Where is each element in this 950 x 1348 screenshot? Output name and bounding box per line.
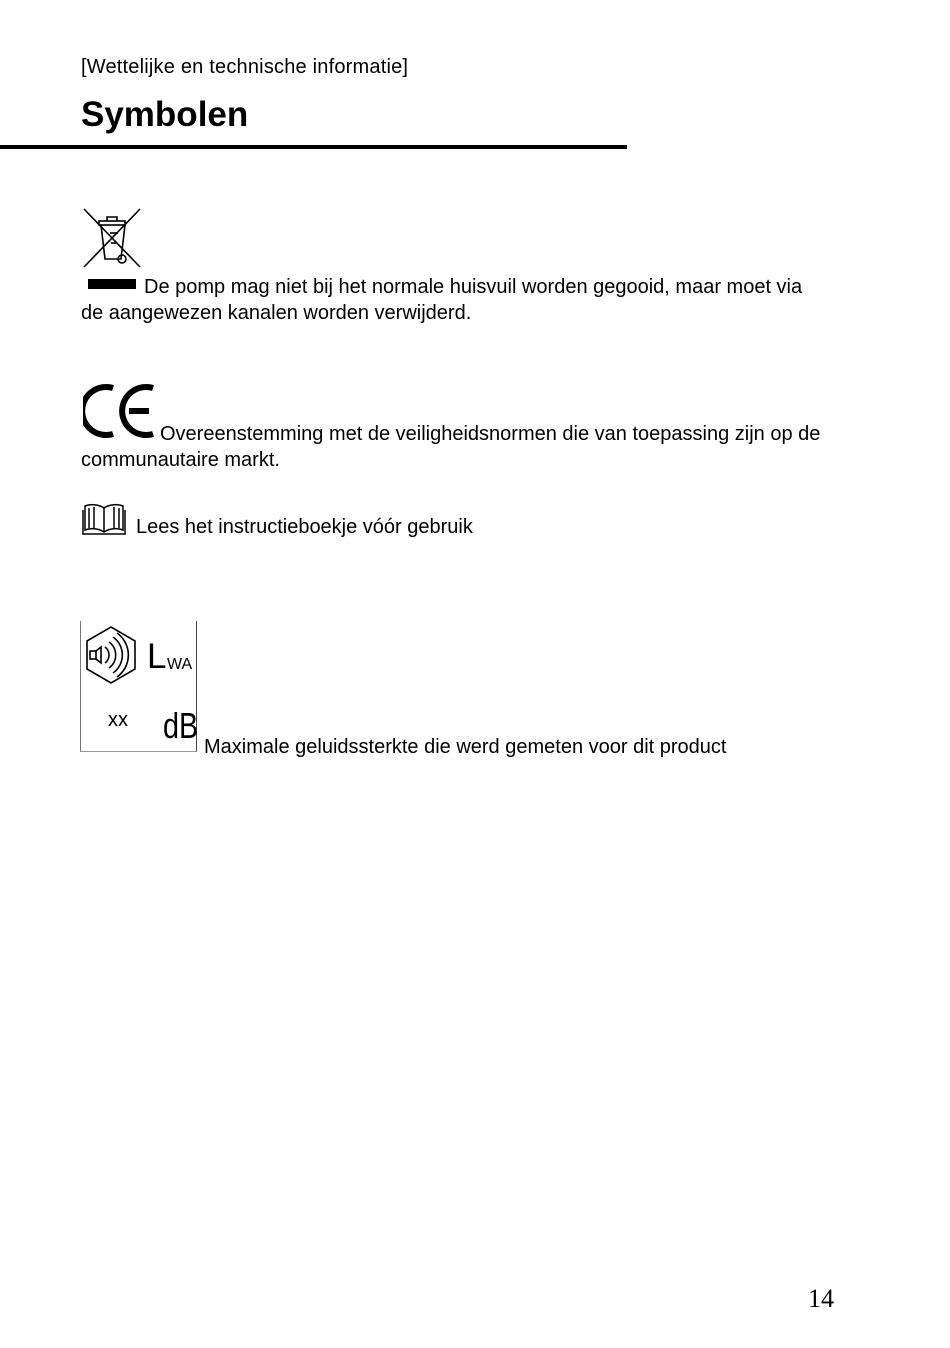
- speaker-icon: [83, 625, 139, 685]
- page-number: 14: [808, 1284, 834, 1313]
- symbol-description: Overeenstemming met de veiligheidsnormen die van toepassing zijn op de communautaire markt.: [81, 423, 821, 471]
- title-underline: [0, 145, 627, 149]
- symbol-description: Maximale geluidssterkte die werd gemeten voor dit product: [204, 736, 727, 758]
- open-book-icon: [82, 502, 126, 536]
- crossed-out-wheelie-bin-icon: [82, 207, 142, 269]
- symbol-description: Lees het instructieboekje vóór gebruik: [136, 516, 473, 538]
- breadcrumb: [Wettelijke en technische informatie]: [81, 56, 409, 78]
- lwa-letter: L: [147, 637, 167, 676]
- lwa-value: xx: [108, 709, 128, 731]
- lwa-unit: dB: [163, 705, 199, 746]
- lwa-subscript: WA: [167, 656, 193, 673]
- symbol-description: De pomp mag niet bij het normale huisvuil worden gegooid, maar moet via de aangewezen kanalen worden verwijderd.: [81, 276, 803, 324]
- sound-power-label-icon: [80, 621, 197, 752]
- page-title: Symbolen: [81, 95, 249, 134]
